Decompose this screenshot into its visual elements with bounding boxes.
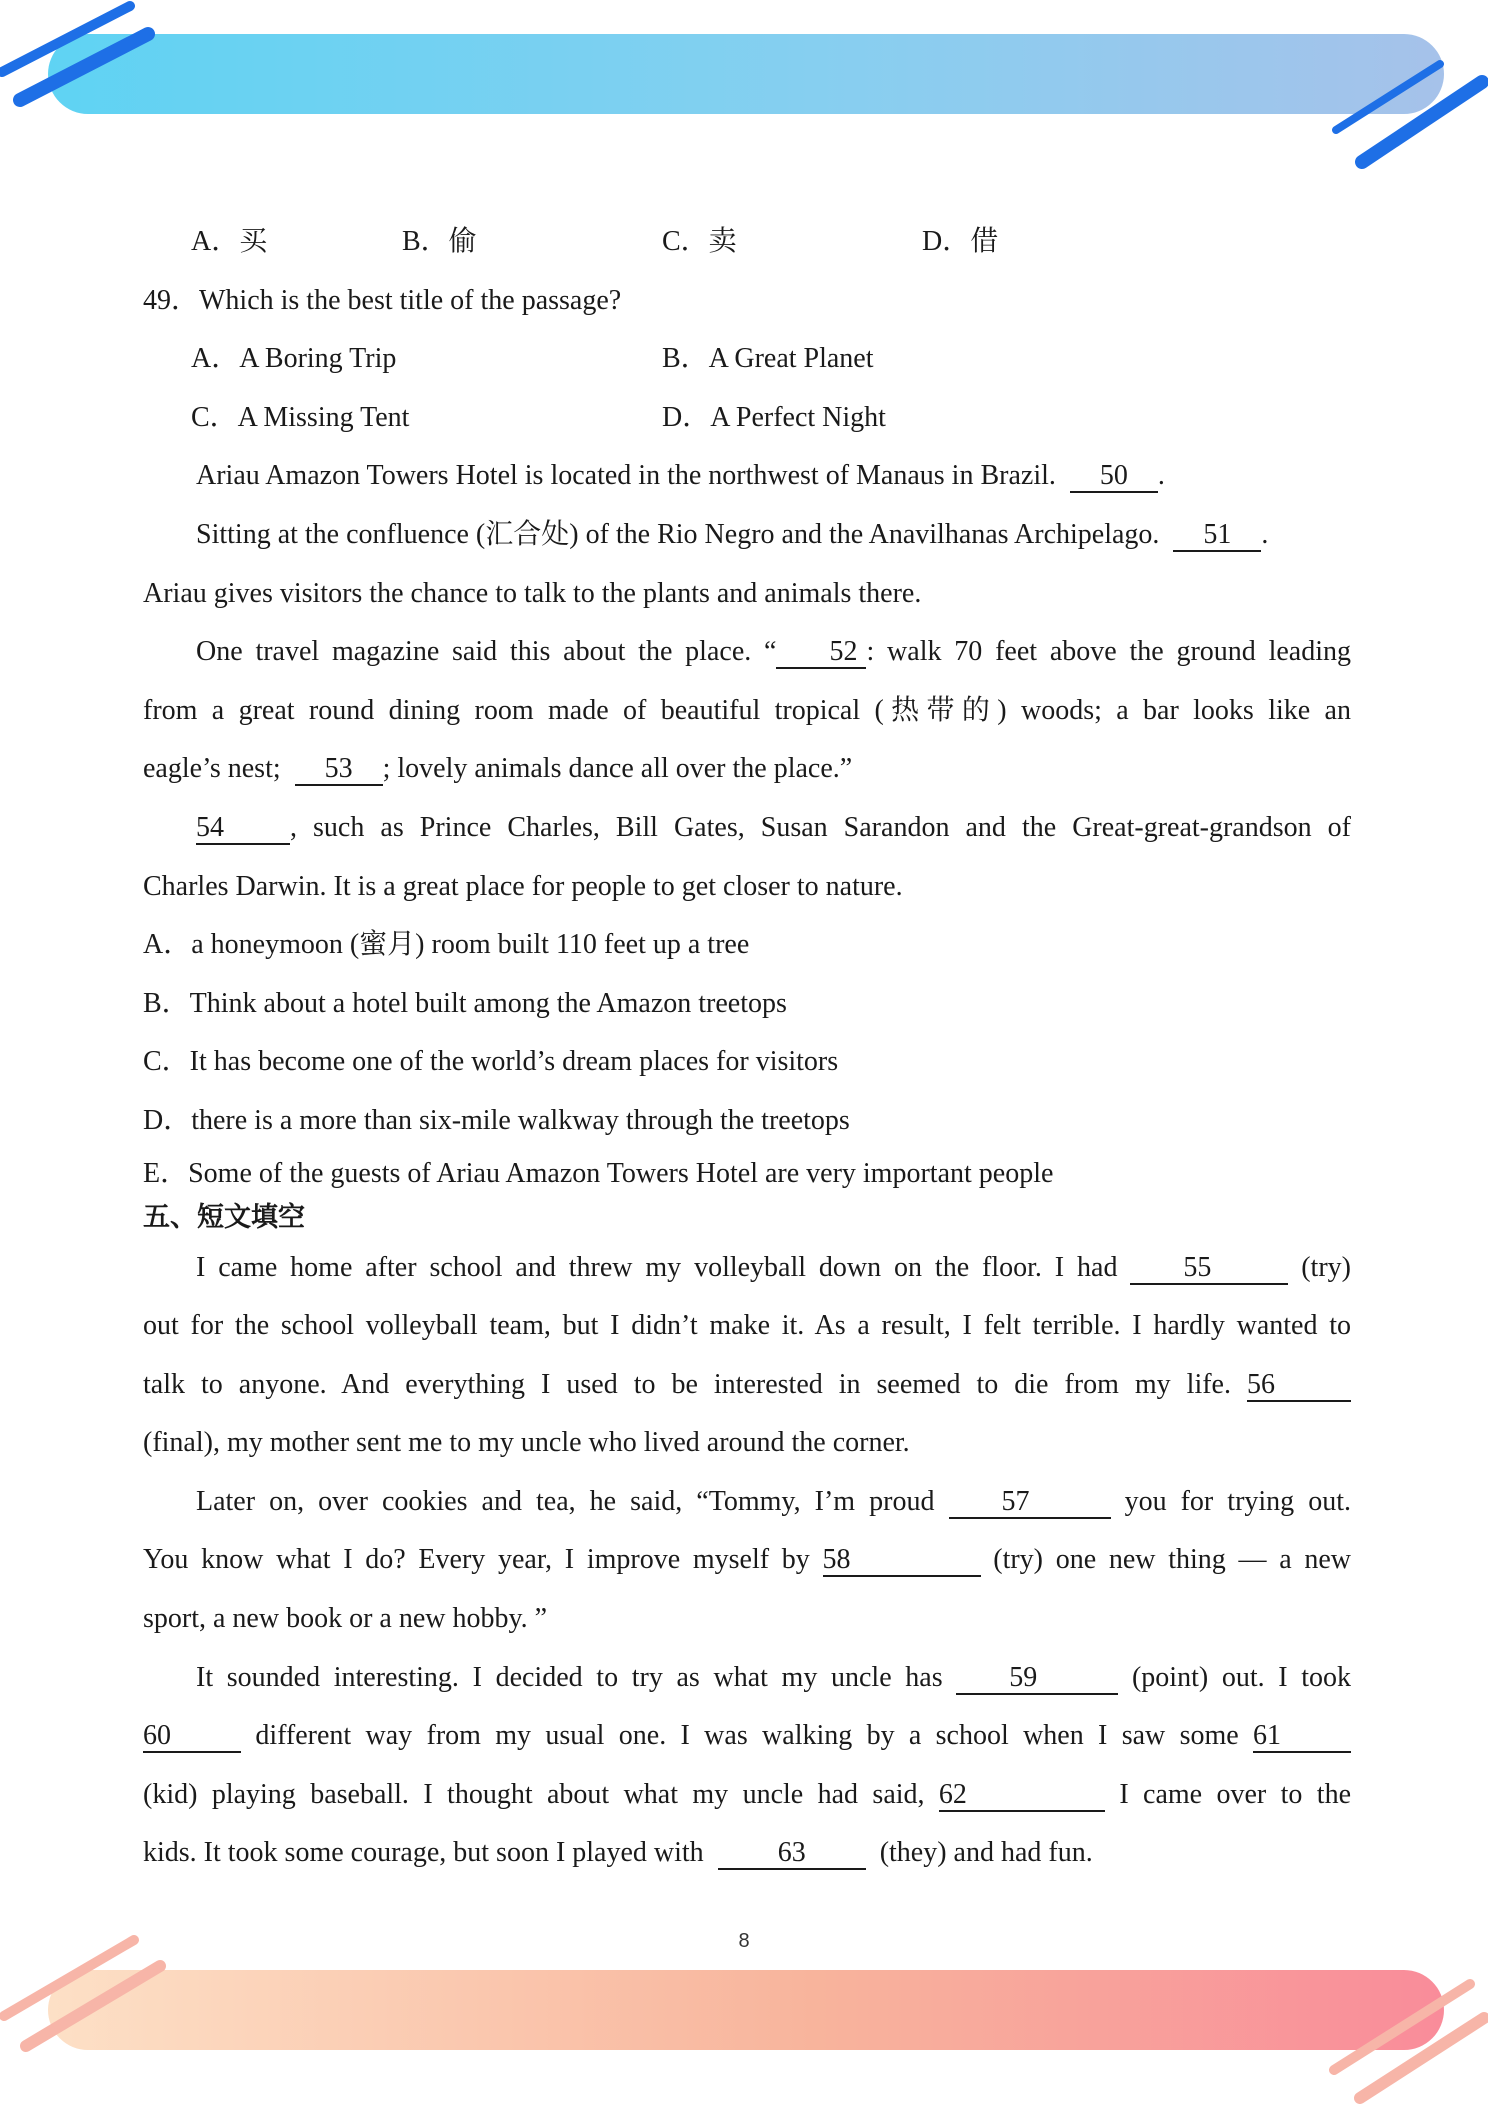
- q49-options-row2: [143, 389, 1351, 448]
- passage3-line10: (kid) playing baseball. I thought about what my uncle had said, 62 I came over to the: [143, 1778, 1351, 1810]
- q48-option-c: C．卖: [662, 226, 737, 257]
- blank-53[interactable]: 53: [295, 754, 383, 786]
- passage3-line5: Later on, over cookies and tea, he said, “Tommy, I’m proud 57 you for trying out.: [196, 1485, 1352, 1517]
- q48-option-a: A．买: [191, 226, 268, 257]
- blank-54[interactable]: 54: [196, 813, 290, 845]
- passage2-paragraph4-line2: Charles Darwin. It is a great place for people to get closer to nature.: [143, 870, 903, 902]
- q49-options-row1: [143, 330, 1351, 389]
- passage2-option-d: D．there is a more than six-mile walkway through the treetops: [143, 1104, 850, 1136]
- passage2-paragraph3-line3: eagle’s nest; 53 ; lovely animals dance all over the place.”: [143, 753, 853, 785]
- q49-option-b: B．A Great Planet: [662, 343, 874, 375]
- footer-banner: [48, 1970, 1444, 2050]
- blank-58[interactable]: 58: [823, 1545, 981, 1577]
- passage3-line8: It sounded interesting. I decided to try as what my uncle has 59 (point) out. I took: [196, 1661, 1352, 1693]
- passage2-paragraph2: Sitting at the confluence (汇合处) of the Rio Negro and the Anavilhanas Archipelago. 51 .: [196, 518, 1269, 550]
- blank-50[interactable]: 50: [1070, 461, 1158, 493]
- passage2-paragraph4: 54 , such as Prince Charles, Bill Gates, Susan Sarandon and the Great-great-grandson of: [196, 811, 1351, 843]
- passage2-paragraph2-line2: Ariau gives visitors the chance to talk to the plants and animals there.: [143, 577, 922, 609]
- q48-option-d: D．借: [922, 226, 999, 257]
- q49-option-c: C．A Missing Tent: [191, 401, 410, 433]
- document-body: [143, 213, 1351, 1883]
- passage3-line7: sport, a new book or a new hobby. ”: [143, 1603, 548, 1635]
- passage2-paragraph3-line2: from a great round dining room made of beautiful tropical (热带的) woods; a bar looks like an: [143, 694, 1351, 726]
- blank-59[interactable]: 59: [956, 1663, 1118, 1695]
- passage2-paragraph1: Ariau Amazon Towers Hotel is located in the northwest of Manaus in Brazil. 50 .: [196, 460, 1165, 492]
- passage2-option-c: C．It has become one of the world’s dream places for visitors: [143, 1046, 839, 1078]
- blank-63[interactable]: 63: [718, 1838, 866, 1870]
- passage3-line6: You know what I do? Every year, I improve myself by 58 (try) one new thing — a new: [143, 1544, 1352, 1576]
- page-number: 8: [738, 1930, 750, 1952]
- q49-option-a: A．A Boring Trip: [191, 343, 397, 375]
- blank-62[interactable]: 62: [939, 1780, 1105, 1812]
- blank-51[interactable]: 51: [1173, 520, 1261, 552]
- q48-option-b: B．偷: [402, 226, 477, 257]
- passage3-line9: 60 different way from my usual one. I was walking by a school when I saw some 61: [143, 1707, 1351, 1766]
- passage2-option-e: E．Some of the guests of Ariau Amazon Towers Hotel are very important people: [143, 1157, 1054, 1189]
- passage2-paragraph3: One travel magazine said this about the place. “ 52 : walk 70 feet above the ground leading: [196, 636, 1352, 668]
- passage3-line3: talk to anyone. And everything I used to be interested in seemed to die from my life. 56: [143, 1356, 1351, 1415]
- passage2-option-b: B．Think about a hotel built among the Amazon treetops: [143, 987, 787, 1019]
- section-five-title: 五、短文填空: [143, 1201, 305, 1233]
- q49-option-d: D．A Perfect Night: [662, 401, 886, 433]
- blank-60[interactable]: 60: [143, 1721, 241, 1753]
- passage3-line11: kids. It took some courage, but soon I played with 63 (they) and had fun.: [143, 1837, 1093, 1869]
- header-banner: [48, 34, 1444, 114]
- blank-57[interactable]: 57: [949, 1487, 1111, 1519]
- blank-52[interactable]: 52: [776, 637, 866, 669]
- blank-61[interactable]: 61: [1253, 1721, 1351, 1753]
- passage3-line2: out for the school volleyball team, but I didn’t make it. As a result, I felt terrible. I hardly wanted to: [143, 1310, 1351, 1342]
- q49-question: 49．Which is the best title of the passage?: [143, 284, 622, 316]
- passage2-option-a: A．a honeymoon (蜜月) room built 110 feet up a tree: [143, 929, 750, 961]
- passage3-line1: I came home after school and threw my volleyball down on the floor. I had 55 (try): [196, 1251, 1351, 1283]
- blank-56[interactable]: 56: [1247, 1370, 1351, 1402]
- blank-55[interactable]: 55: [1130, 1253, 1288, 1285]
- passage3-line4: (final), my mother sent me to my uncle who lived around the corner.: [143, 1427, 910, 1459]
- q48-options: [143, 213, 1351, 272]
